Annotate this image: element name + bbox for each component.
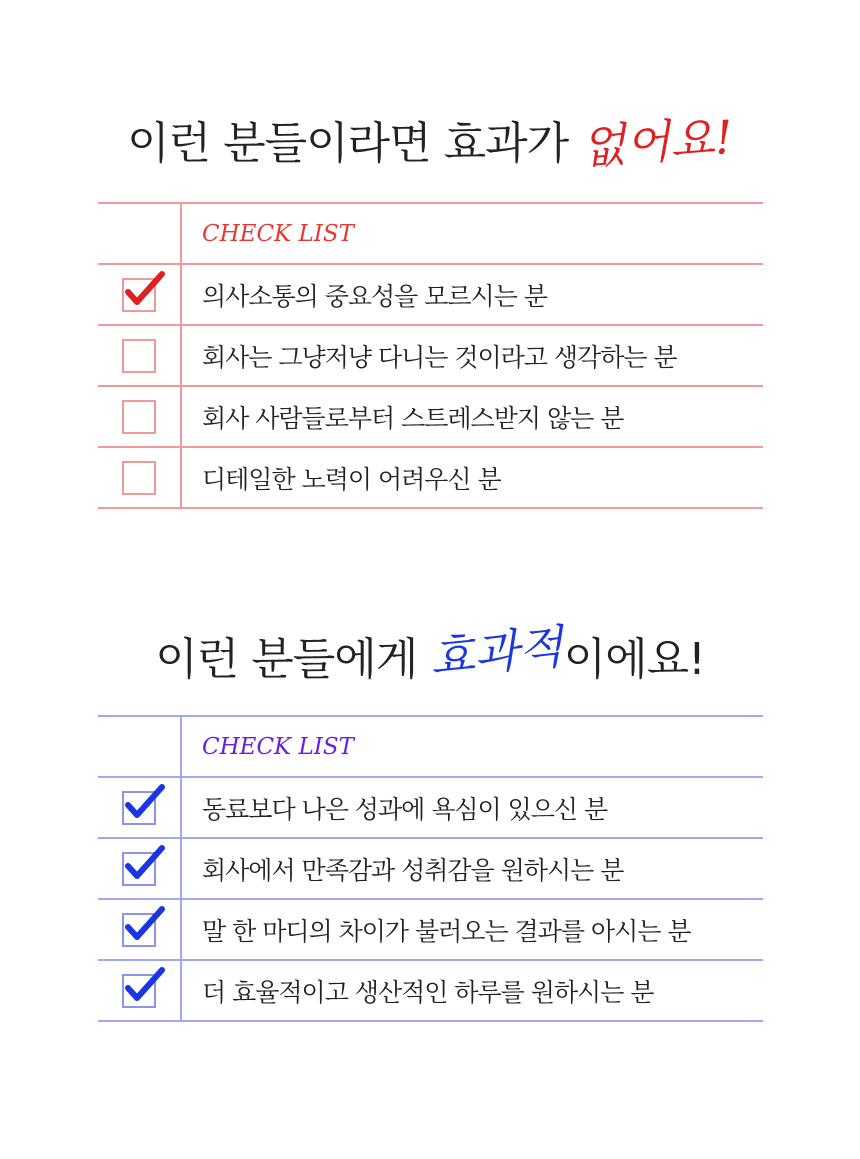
checklist-header-empty-cell [98, 717, 182, 776]
checklist-not-effective [98, 202, 763, 509]
checklist-header-row [98, 204, 763, 265]
heading-effective-highlight: 효과적 [427, 619, 566, 685]
checkmark-icon [122, 901, 170, 949]
checklist-item-text: 말 한 마디의 차이가 불러오는 결과를 아시는 분 [202, 916, 691, 946]
checklist-item [98, 448, 763, 509]
checklist-effective [98, 715, 763, 1022]
checkmark-icon [122, 962, 170, 1010]
checklist-item [98, 900, 763, 961]
checklist-item [98, 961, 763, 1022]
checklist-item-text: 동료보다 나은 성과에 욕심이 있으신 분 [202, 794, 608, 824]
checkmark-icon [122, 840, 170, 888]
checkbox[interactable] [122, 913, 156, 947]
checkbox[interactable] [122, 974, 156, 1008]
checklist-item-text: 회사 사람들로부터 스트레스받지 않는 분 [202, 403, 624, 433]
checklist-header-empty-cell [98, 204, 182, 263]
heading-not-effective-highlight: 없어요! [579, 109, 735, 175]
checkbox[interactable] [122, 791, 156, 825]
heading-not-effective [0, 106, 860, 175]
checkmark-icon [122, 266, 170, 314]
heading-effective-prefix: 이런 분들에게 [155, 634, 431, 685]
checklist-item-text: 회사에서 만족감과 성취감을 원하시는 분 [202, 855, 624, 885]
checklist-item-text: 의사소통의 중요성을 모르시는 분 [202, 281, 547, 311]
heading-not-effective-prefix: 이런 분들이라면 효과가 [127, 118, 582, 169]
checklist-item [98, 778, 763, 839]
checklist-item [98, 265, 763, 326]
checklist-header-label: CHECK LIST [202, 220, 354, 247]
checkbox[interactable] [122, 339, 156, 373]
checkbox[interactable] [122, 852, 156, 886]
checkmark-icon [122, 779, 170, 827]
heading-effective [0, 619, 860, 688]
checklist-item-text: 더 효율적이고 생산적인 하루를 원하시는 분 [202, 977, 654, 1007]
checklist-item [98, 387, 763, 448]
heading-effective-suffix: 이에요! [563, 634, 705, 685]
checklist-header-label: CHECK LIST [202, 733, 354, 760]
checkbox[interactable] [122, 278, 156, 312]
checklist-item-text: 회사는 그냥저냥 다니는 것이라고 생각하는 분 [202, 342, 677, 372]
checkbox[interactable] [122, 461, 156, 495]
checklist-header-row [98, 717, 763, 778]
checklist-item [98, 839, 763, 900]
checklist-item-text: 디테일한 노력이 어려우신 분 [202, 464, 501, 494]
checklist-item [98, 326, 763, 387]
checkbox[interactable] [122, 400, 156, 434]
